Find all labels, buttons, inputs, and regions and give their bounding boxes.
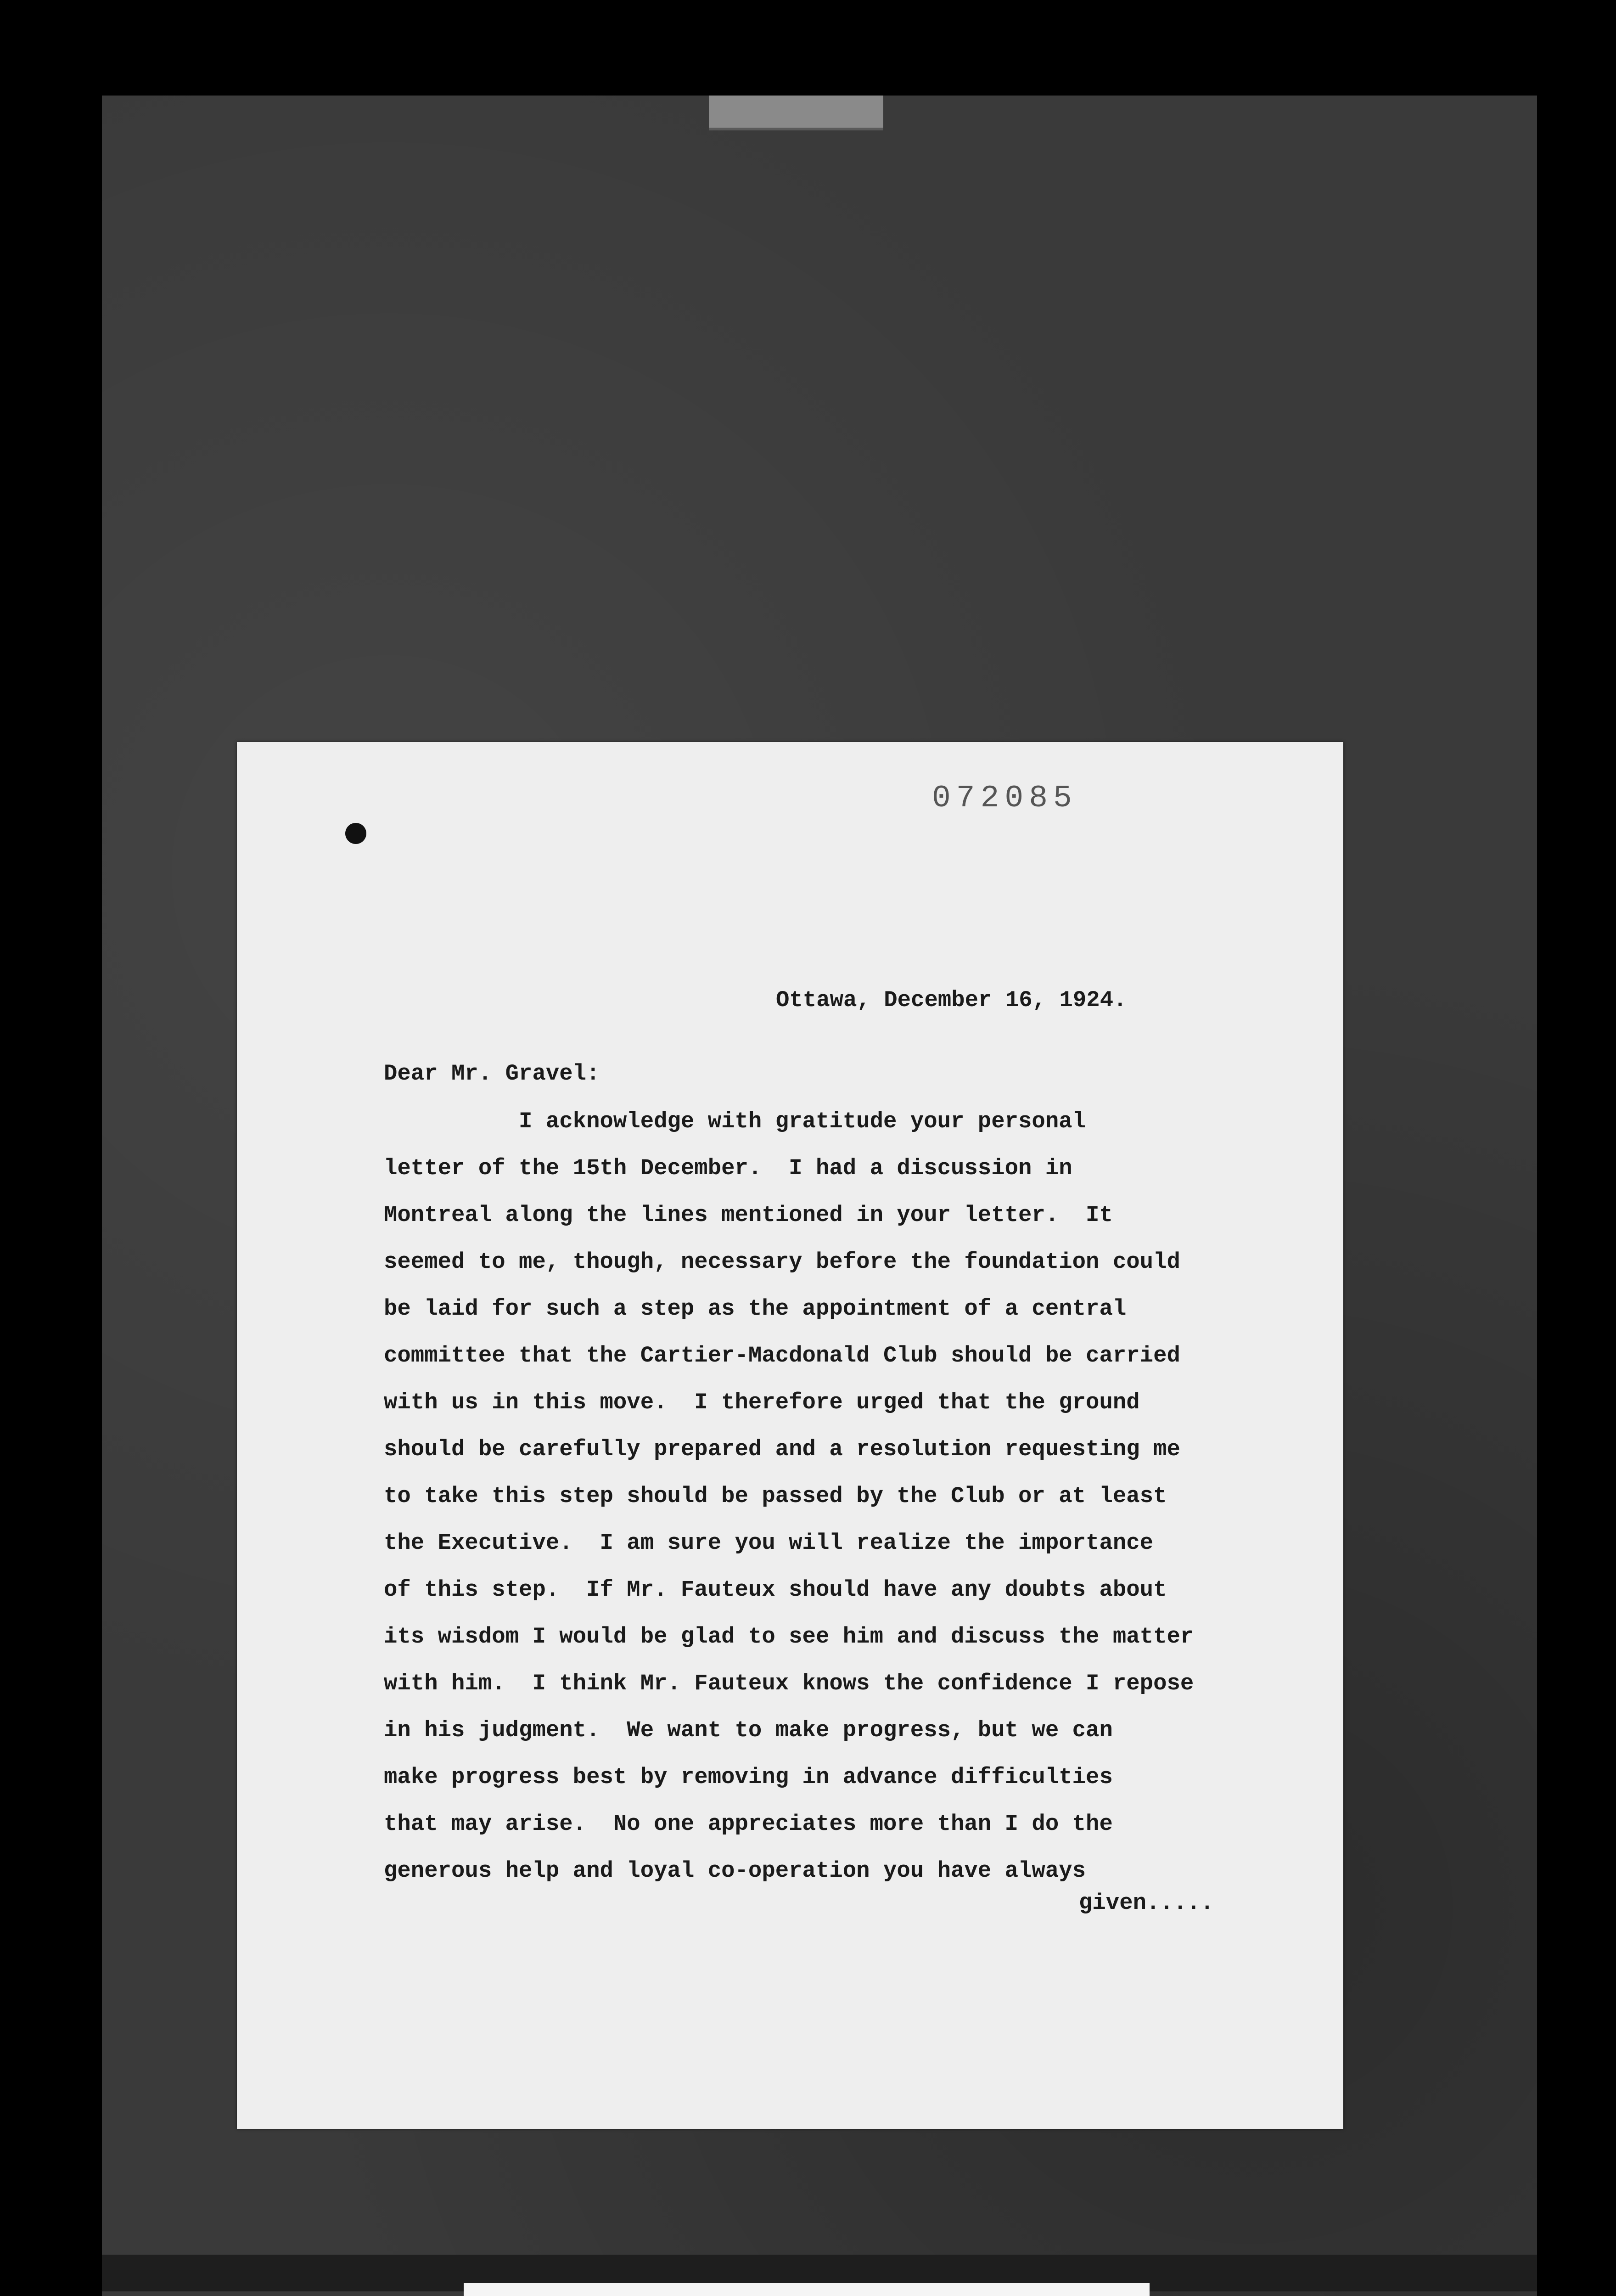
letter-continuation: given..... — [1079, 1890, 1214, 1916]
letter-body — [384, 1108, 1279, 1904]
body-line: its wisdom I would be glad to see him and discuss the matter — [384, 1624, 1194, 1649]
body-line: with us in this move. I therefore urged that the ground — [384, 1390, 1140, 1415]
body-line: with him. I think Mr. Fauteux knows the confidence I repose — [384, 1671, 1194, 1696]
mounting-clip — [709, 96, 883, 130]
punch-hole — [345, 823, 366, 844]
body-line: in his judgment. We want to make progress, but we can — [384, 1717, 1113, 1743]
document-number: 072085 — [932, 781, 1077, 816]
body-line: that may arise. No one appreciates more than I do the — [384, 1811, 1113, 1837]
body-line: be laid for such a step as the appointment of a central — [384, 1296, 1127, 1322]
body-line: should be carefully prepared and a resolution requesting me — [384, 1436, 1180, 1462]
body-line: committee that the Cartier-Macdonald Club should be carried — [384, 1343, 1180, 1368]
series-label-card — [464, 2283, 1150, 2296]
body-line: seemed to me, though, necessary before the foundation could — [384, 1249, 1180, 1275]
body-line: letter of the 15th December. I had a discussion in — [384, 1155, 1072, 1181]
body-line: Montreal along the lines mentioned in your letter. It — [384, 1202, 1113, 1228]
body-line: I acknowledge with gratitude your personal — [384, 1109, 1086, 1134]
letter-date: Ottawa, December 16, 1924. — [776, 987, 1127, 1013]
body-line: generous help and loyal co-operation you have always — [384, 1858, 1086, 1884]
body-line: of this step. If Mr. Fauteux should have any doubts about — [384, 1577, 1167, 1603]
body-line: make progress best by removing in advance difficulties — [384, 1764, 1113, 1790]
body-line: the Executive. I am sure you will realize the importance — [384, 1530, 1154, 1556]
body-line: to take this step should be passed by the Club or at least — [384, 1483, 1167, 1509]
letter-salutation: Dear Mr. Gravel: — [384, 1061, 600, 1086]
